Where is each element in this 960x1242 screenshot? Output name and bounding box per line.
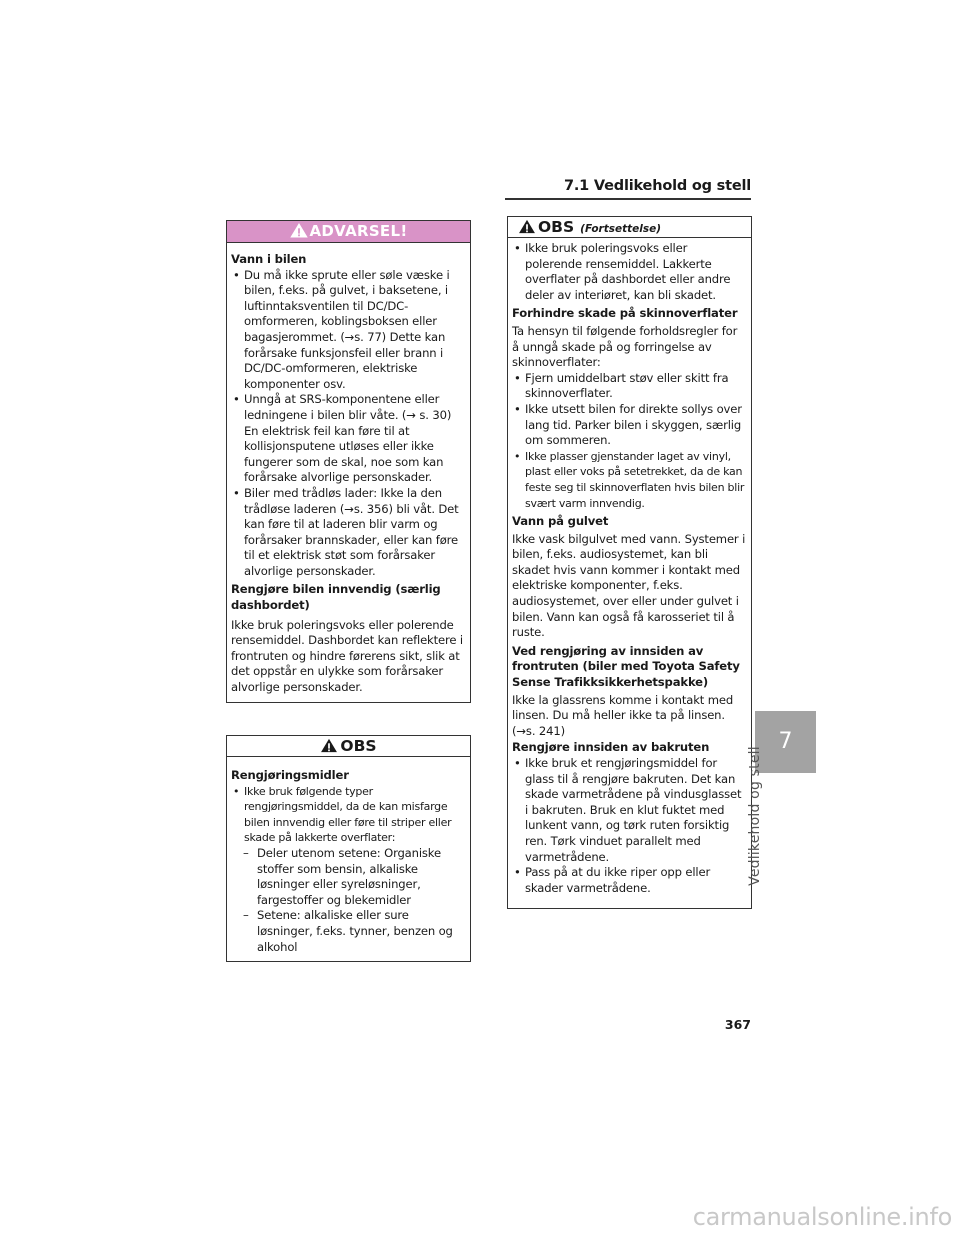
section-title: Vann i bilen <box>231 252 307 266</box>
section-title: Rengjøre innsiden av bakruten <box>512 740 710 755</box>
warning-triangle-icon <box>320 738 338 753</box>
list-item: • Biler med trådløs lader: Ikke la den trådløse laderen (→s. 356) bli våt. Det kan føre til at laderen blir varm og forårsaker brannskader, eller kan føre til et elektrisk støt som forårsaker alvorlige personskader. <box>231 486 465 580</box>
obs-box-header <box>227 736 470 757</box>
obs-heading: OBS <box>340 737 377 755</box>
paragraph: Ikke vask bilgulvet med vann. Systemer i bilen, f.eks. audiosystemet, kan bli skadet hvis vann kommer i kontakt med elektriske komponenter, f.eks. audiosystemet, over eller under gulvet i bilen. Vann kan også få karosseriet til å ruste. <box>512 531 746 640</box>
section-title: Rengjøre bilen innvendig (særlig dashbordet) <box>231 582 441 613</box>
paragraph: Ta hensyn til følgende forholdsregler for å unngå skade på og forringelse av skinnoverflater: <box>512 323 738 370</box>
section-title: Forhindre skade på skinnoverflater <box>512 306 738 321</box>
list-item: • Ikke bruk poleringsvoks eller polerende rensemiddel. Lakkerte overflater på dashbordet eller andre deler av interiøret, kan bli skadet. <box>512 241 746 303</box>
warning-triangle-icon <box>518 219 536 234</box>
page-header: 7.1 Vedlikehold og stell <box>563 178 751 194</box>
list-item: – Setene: alkaliske eller sure løsninger, f.eks. tynner, benzen og alkohol <box>243 908 465 955</box>
section-title: Vann på gulvet <box>512 514 609 529</box>
obs-box <box>226 735 471 962</box>
obs-content <box>227 757 470 961</box>
list-item: • Fjern umiddelbart støv eller skitt fra skinnoverflater. <box>512 371 746 402</box>
bullet-list <box>512 241 746 303</box>
obs-box-header <box>508 217 751 238</box>
list-item: • Ikke bruk følgende typer rengjøringsmiddel, da de kan misfarge bilen innvendig eller føre til striper eller skade på lakkerte overflater: <box>231 784 465 846</box>
list-item: • Du må ikke sprute eller søle væske i bilen, f.eks. på gulvet, i baksetene, i luftinntaksventilen til DC/DC-omformeren, koblingsboksen eller bagasjerommet. (→s. 77) Dette kan forårsake funksjonsfeil eller brann i DC/DC-omformeren, elektriske komponenter osv. <box>231 268 465 393</box>
warning-heading: ADVARSEL! <box>309 222 408 240</box>
dash-list <box>243 846 465 955</box>
warning-content <box>227 243 470 702</box>
continued-label: (Fortsettelse) <box>580 223 662 235</box>
bullet-list <box>512 371 746 511</box>
list-item: • Pass på at du ikke riper opp eller skader varmetrådene. <box>512 865 746 896</box>
chapter-number: 7 <box>778 729 793 754</box>
warning-box <box>226 220 471 703</box>
obs-box-continued <box>507 216 752 909</box>
section-title: Ved rengjøring av innsiden av frontruten (biler med Toyota Safety Sense Trafikksikkerhetspakke) <box>512 643 740 690</box>
list-item: • Unngå at SRS-komponentene eller ledningene i bilen blir våte. (→ s. 30) En elektrisk feil kan føre til at kollisjonsputene utløses eller ikke fungerer som de skal, noe som kan forårsake alvorlige personskader. <box>231 392 465 486</box>
page-number: 367 <box>724 1017 751 1032</box>
warning-box-header <box>227 221 470 243</box>
list-item: • Ikke plasser gjenstander laget av vinyl, plast eller voks på setetrekket, da de kan feste seg til skinnoverflaten hvis bilen blir svært varm innvendig. <box>512 449 746 511</box>
chapter-side-label: Vedlikehold og stell <box>747 746 763 886</box>
paragraph: Ikke bruk poleringsvoks eller polerende rensemiddel. Dashbordet kan reflektere i frontruten og hindre førerens sikt, slik at det oppstår en ulykke som forårsaker alvorlige personskader. <box>231 617 463 695</box>
bullet-list <box>231 268 465 580</box>
list-item: • Ikke bruk et rengjøringsmiddel for glass til å rengjøre bakruten. Det kan skade varmetrådene på vindusglasset i bakruten. Bruk en klut fuktet med lunkent vann, og tørk ruten forsiktig ren. Tørk vinduet parallelt med varmetrådene. <box>512 756 746 865</box>
bullet-list <box>512 756 746 896</box>
warning-triangle-icon <box>290 223 308 238</box>
paragraph: Ikke la glassrens komme i kontakt med linsen. Du må heller ikke ta på linsen. (→s. 241) <box>512 692 734 738</box>
list-item: – Deler utenom setene: Organiske stoffer som bensin, alkaliske løsninger eller syreløsninger, fargestoffer og blekemidler <box>243 846 465 908</box>
watermark: carmanualsonline.info <box>692 1203 952 1231</box>
obs-heading: OBS <box>538 218 575 236</box>
obs-content <box>508 238 751 908</box>
header-rule <box>505 198 751 200</box>
bullet-list <box>231 784 465 846</box>
section-title: Rengjøringsmidler <box>231 768 349 782</box>
list-item: • Ikke utsett bilen for direkte sollys over lang tid. Parker bilen i skyggen, særlig om sommeren. <box>512 402 746 449</box>
